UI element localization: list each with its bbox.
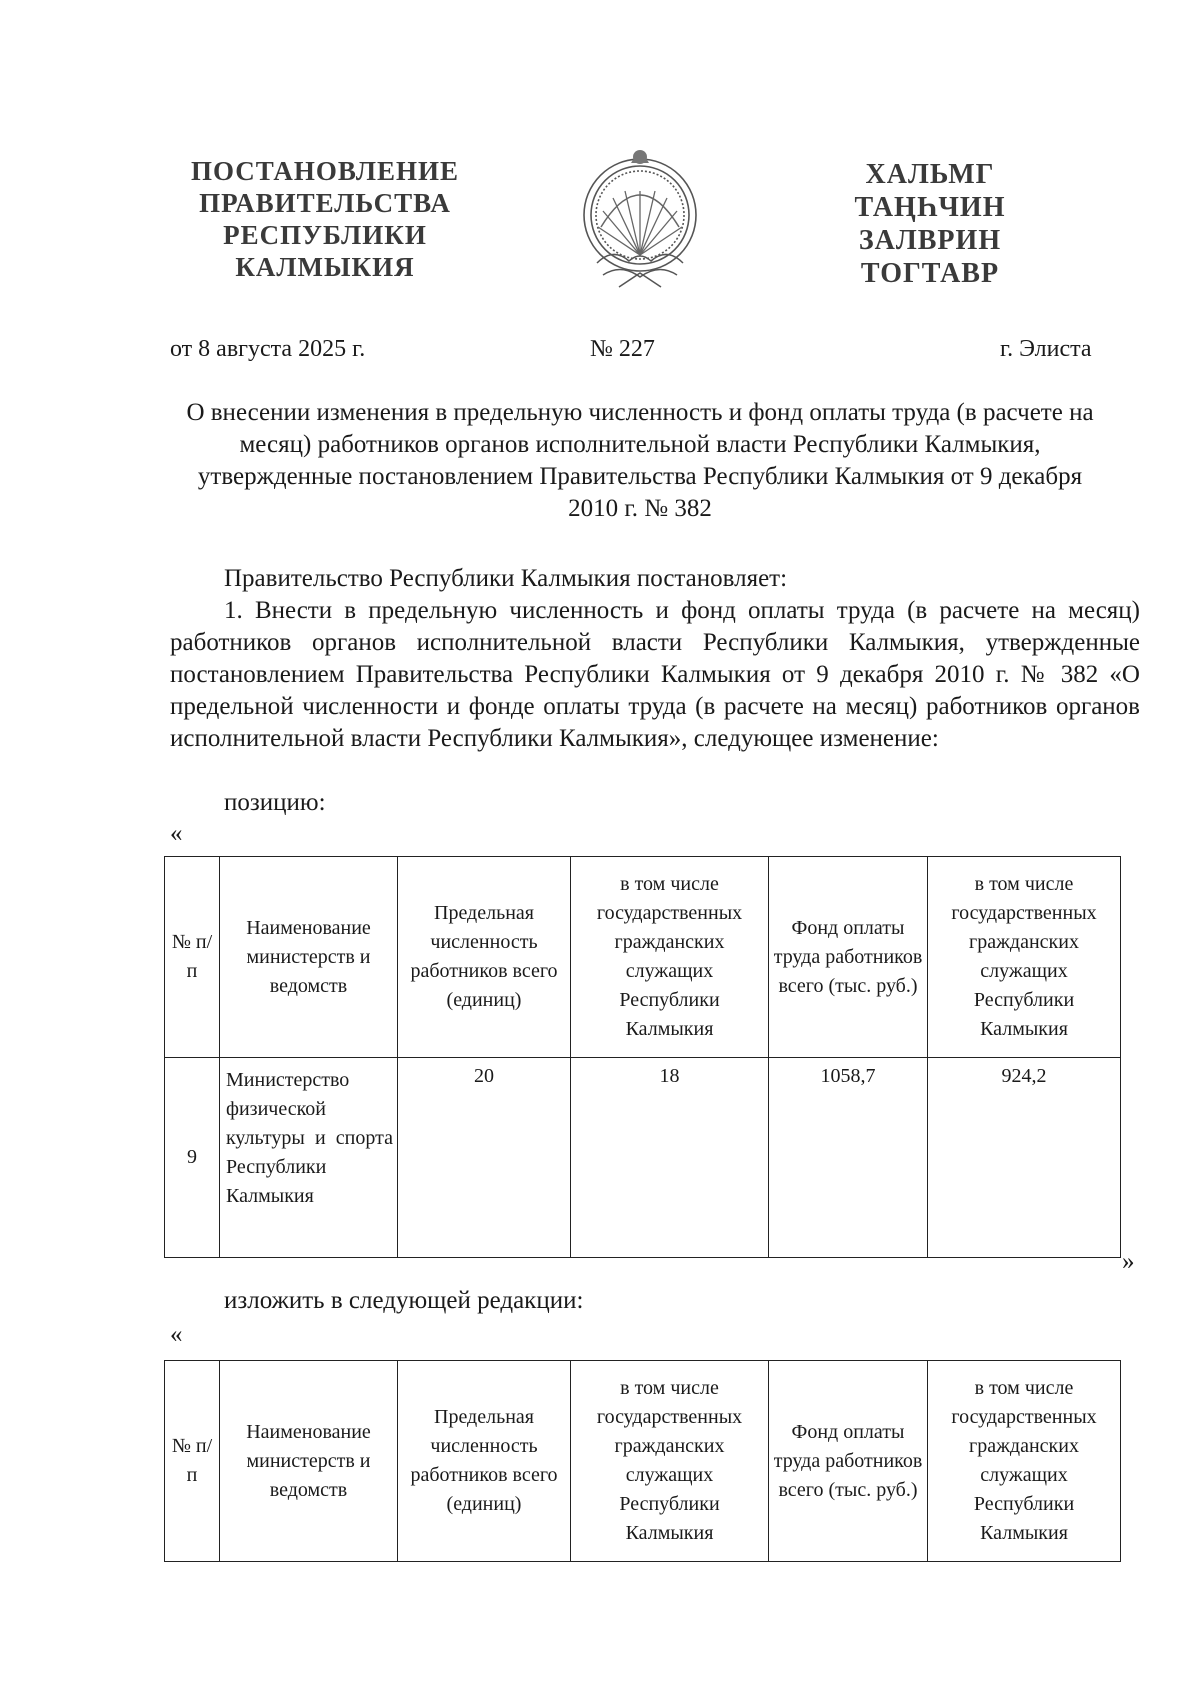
position-label: позицию: <box>224 789 326 816</box>
cell-name: Министерство физической культуры и спорта Республики Калмыкия <box>220 1058 398 1258</box>
header-right-line: ЗАЛВРИН <box>858 225 1002 256</box>
document-city: г. Элиста <box>1000 336 1092 362</box>
header-left-title <box>180 155 470 283</box>
col-header-civil: в том числе государственных гражданских служащих Республики Калмыкия <box>571 1361 769 1562</box>
col-header-staff: Предельная численность работников всего (единиц) <box>398 1361 571 1562</box>
intro-paragraph: Правительство Республики Калмыкия постановляет: <box>224 565 788 592</box>
cell-fund: 1058,7 <box>769 1058 928 1258</box>
header-right-line: ТОГТАВР <box>860 258 1000 289</box>
quote-close: » <box>1122 1248 1135 1275</box>
document-date: от 8 августа 2025 г. <box>170 336 366 362</box>
col-header-num: № п/п <box>165 1361 220 1562</box>
cell-staff: 20 <box>398 1058 571 1258</box>
col-header-fund-civil: в том числе государственных гражданских служащих Республики Калмыкия <box>928 857 1121 1058</box>
document-title: О внесении изменения в предельную численность и фонд оплаты труда (в расчете на месяц) работников органов исполнительной власти Республики Калмыкия, утвержденные постановлением Правительства Республики Калмыкия от 9 декабря 2010 г. № 382 <box>186 399 1094 522</box>
col-header-name: Наименование министерств и ведомств <box>220 857 398 1058</box>
header-left-line: КАЛМЫКИЯ <box>235 252 415 282</box>
document-number: № 227 <box>590 336 655 362</box>
header-left-line: ПРАВИТЕЛЬСТВА <box>199 188 451 218</box>
col-header-staff: Предельная численность работников всего (единиц) <box>398 857 571 1058</box>
kalmykia-coat-of-arms-icon <box>573 143 707 293</box>
table-header-row <box>165 857 1121 1058</box>
quote-open: « <box>170 1321 183 1348</box>
col-header-num: № п/п <box>165 857 220 1058</box>
header-left-line: ПОСТАНОВЛЕНИЕ <box>190 156 460 186</box>
header-right-title <box>840 158 1020 290</box>
table-row <box>165 1058 1121 1258</box>
quote-open: « <box>170 820 183 847</box>
col-header-fund: Фонд оплаты труда работников всего (тыс. руб.) <box>769 857 928 1058</box>
item-1-paragraph: 1. Внести в предельную численность и фонд оплаты труда (в расчете на месяц) работников органов исполнительной власти Республики Калмыкия, утвержденные постановлением Правительства Республики Калмыкия от 9 декабря 2010 г. № 382 «О предельной численности и фонде оплаты труда (в расчете на месяц) работников органов исполнительной власти Республики Калмыкия», следующее изменение: <box>170 597 1140 752</box>
replace-label: изложить в следующей редакции: <box>224 1287 584 1314</box>
col-header-fund: Фонд оплаты труда работников всего (тыс. руб.) <box>769 1361 928 1562</box>
header-right-line: ТАҢҺЧИН <box>854 192 1006 223</box>
col-header-name: Наименование министерств и ведомств <box>220 1361 398 1562</box>
table-header-row <box>165 1361 1121 1562</box>
col-header-fund-civil: в том числе государственных гражданских служащих Республики Калмыкия <box>928 1361 1121 1562</box>
col-header-civil: в том числе государственных гражданских служащих Республики Калмыкия <box>571 857 769 1058</box>
header-left-line: РЕСПУБЛИКИ <box>223 220 427 250</box>
old-position-table <box>164 856 1121 1258</box>
cell-fund-civil: 924,2 <box>928 1058 1121 1258</box>
header-right-line: ХАЛЬМГ <box>865 159 995 190</box>
cell-num: 9 <box>165 1058 220 1258</box>
cell-civil: 18 <box>571 1058 769 1258</box>
new-position-table <box>164 1360 1121 1562</box>
